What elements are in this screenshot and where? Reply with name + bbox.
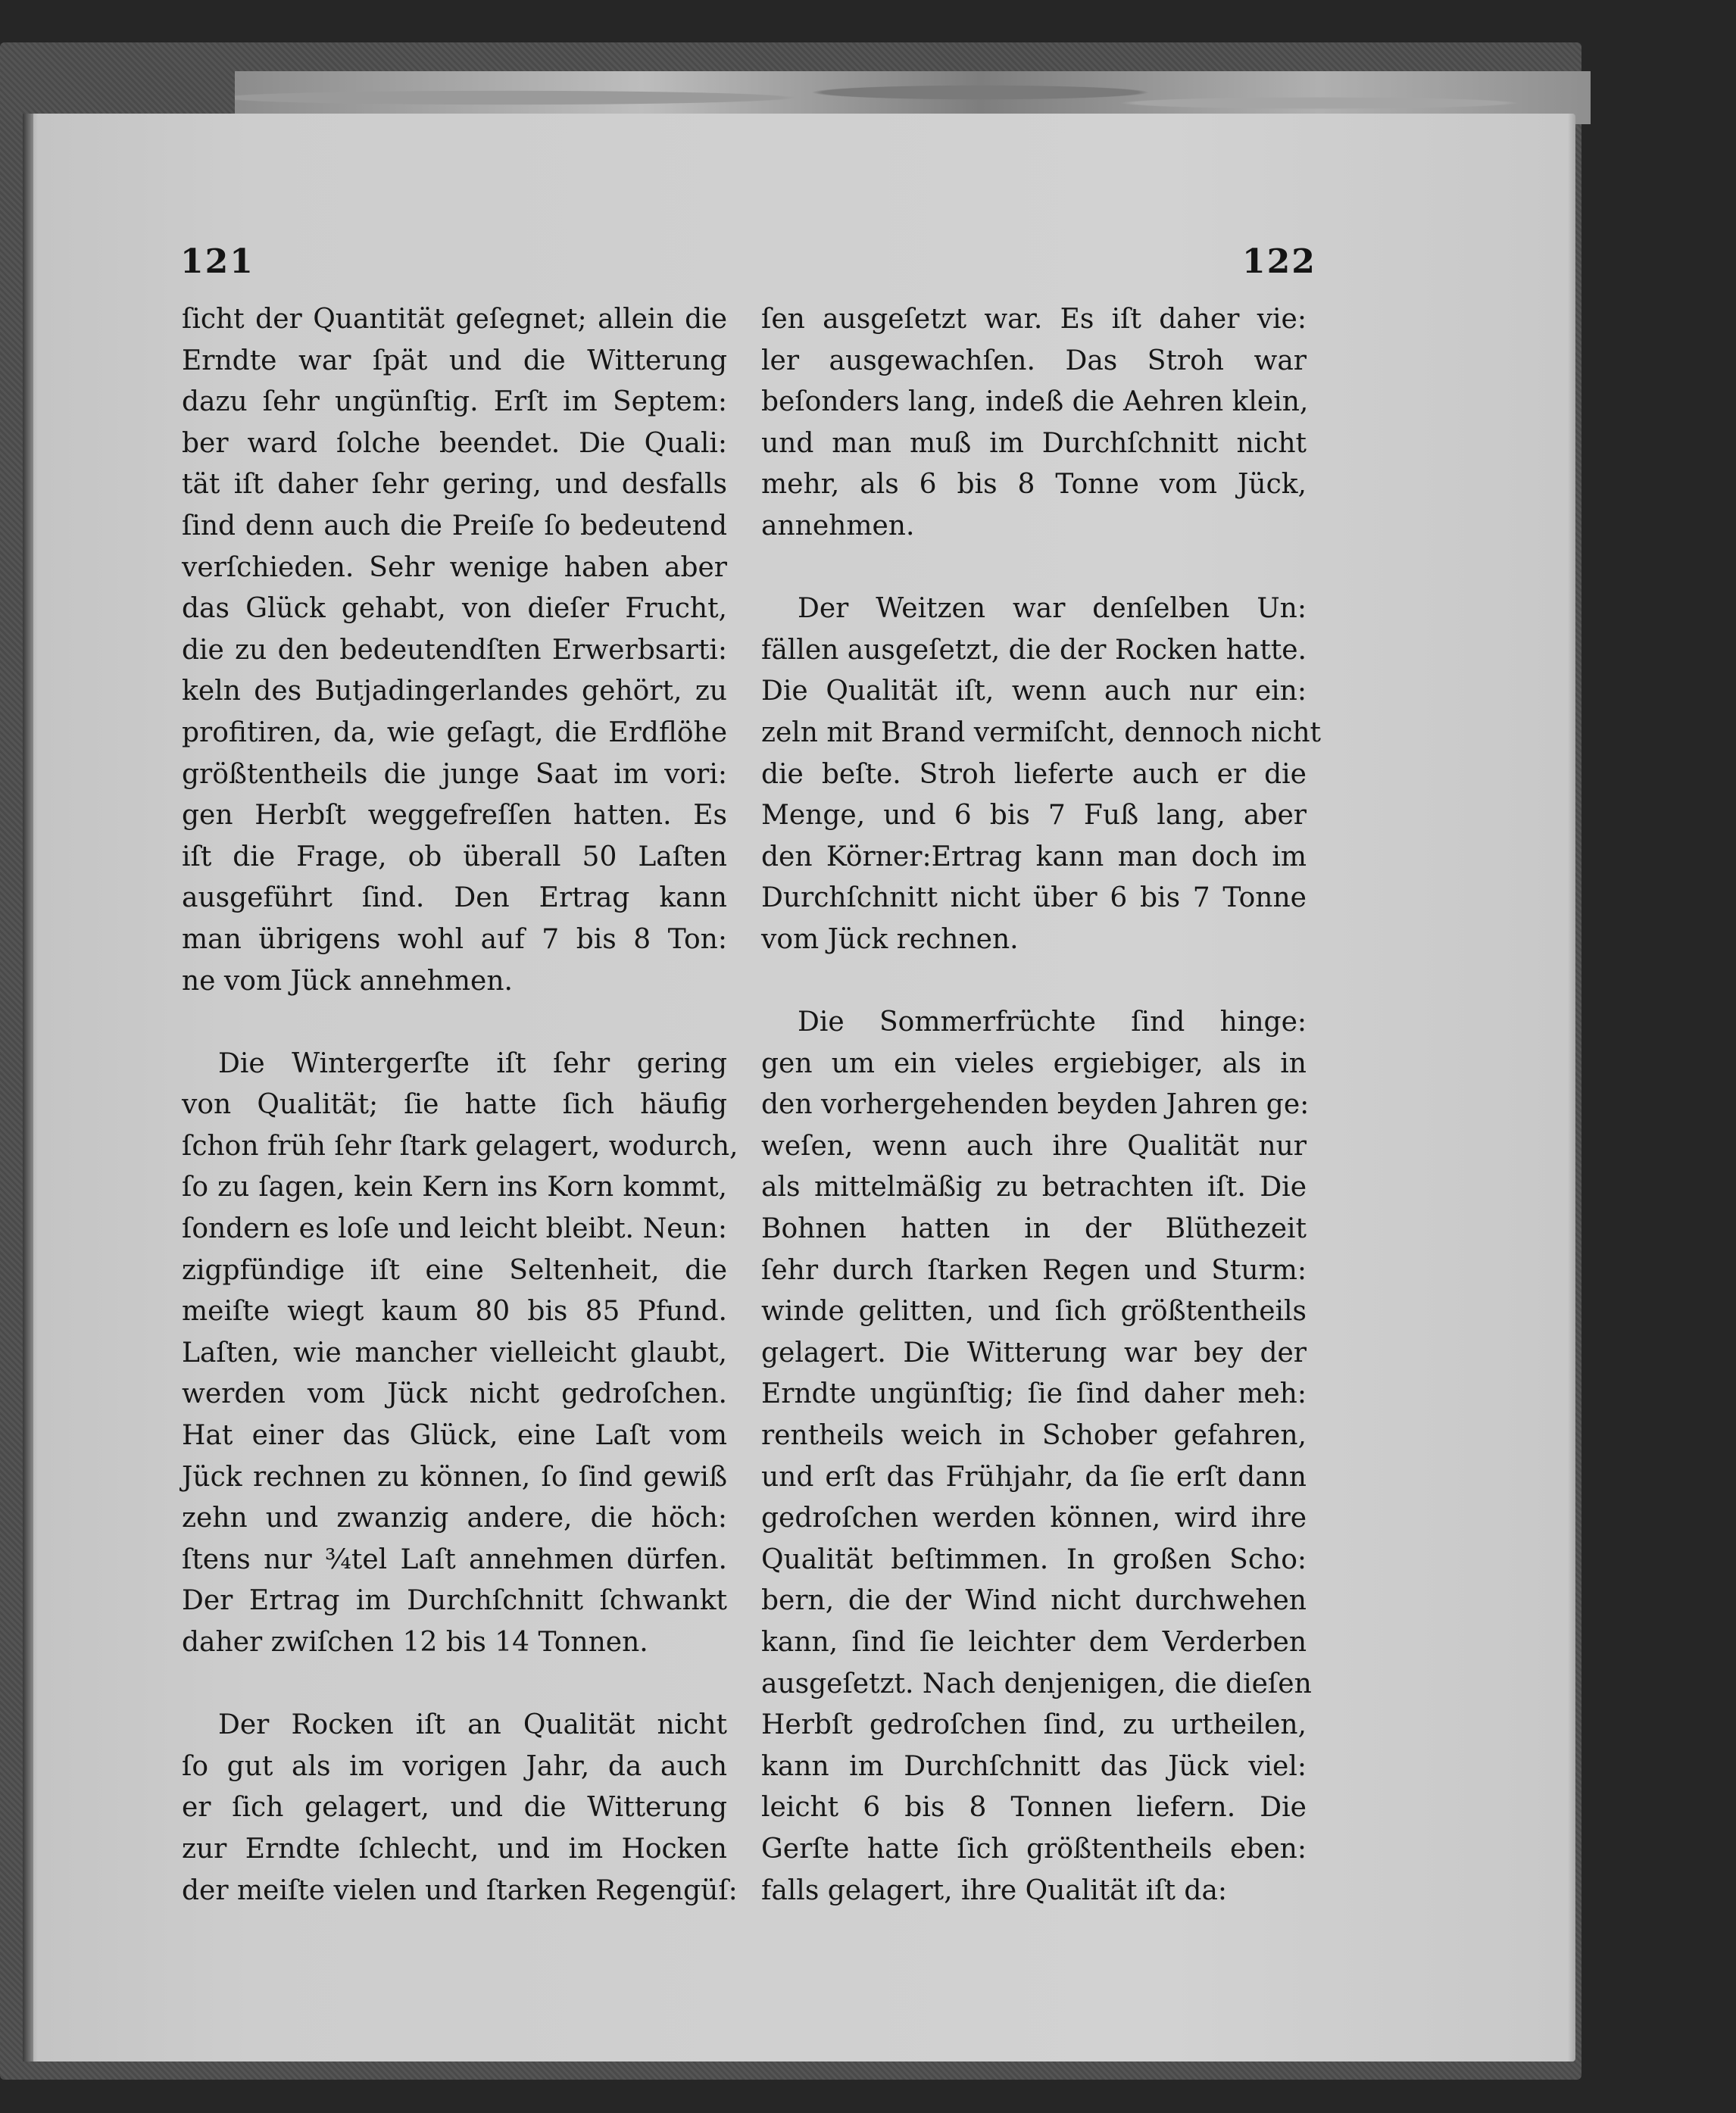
text-line: Hat einer das Glück, eine Laſt vom	[182, 1420, 727, 1452]
text-line: Menge, und 6 bis 7 Fuß lang, aber	[761, 800, 1307, 832]
paragraph-gap	[761, 961, 1307, 1003]
text-line: zeln mit Brand vermiſcht, dennoch nicht	[761, 716, 1322, 748]
text-line: ausgeführt ſind. Den Ertrag kann	[182, 882, 727, 914]
text-line: kann, ſind ſie leichter dem Verderben	[761, 1627, 1307, 1658]
text-line: werden vom Jück nicht gedroſchen.	[182, 1378, 727, 1410]
text-line: Die Sommerfrüchte ſind hinge:	[798, 1007, 1307, 1038]
text-column-right	[761, 299, 1322, 1912]
text-line: winde gelitten, und ſich größtentheils	[761, 1296, 1307, 1328]
text-line: Erndte war ſpät und die Witterung	[182, 345, 727, 376]
text-line: Gerſte hatte ſich größtentheils eben:	[761, 1833, 1307, 1865]
text-column-left	[182, 299, 738, 1912]
text-line: zigpfündige iſt eine Seltenheit, die	[182, 1254, 727, 1286]
text-line: ausgeſetzt. Nach denjenigen, die dieſen	[761, 1668, 1312, 1699]
text-line: man übrigens wohl auf 7 bis 8 Ton:	[182, 923, 727, 955]
text-line: ſchon früh ſehr ſtark gelagert, wodurch,	[182, 1130, 738, 1162]
text-line: ſo gut als im vorigen Jahr, da auch	[182, 1750, 727, 1782]
text-line: von Qualität; ſie hatte ſich häufig	[182, 1089, 727, 1121]
text-line: verſchieden. Sehr wenige haben aber	[182, 551, 727, 583]
text-line: Qualität beſtimmen. In großen Scho:	[761, 1543, 1307, 1575]
text-line: ſicht der Quantität geſegnet; allein die	[182, 304, 727, 335]
text-line: Die Qualität iſt, wenn auch nur ein:	[761, 676, 1307, 707]
paragraph	[182, 299, 727, 1002]
text-line: gen um ein vieles ergiebiger, als in	[761, 1047, 1307, 1079]
paragraph	[182, 1044, 738, 1664]
text-line: meiſte wiegt kaum 80 bis 85 Pfund.	[182, 1296, 727, 1328]
text-line: Erndte ungünſtig; ſie ſind daher meh:	[761, 1378, 1307, 1410]
text-line: mehr, als 6 bis 8 Tonne vom Jück,	[761, 469, 1307, 501]
text-line: gelagert. Die Witterung war bey der	[761, 1337, 1307, 1369]
text-line: keln des Butjadingerlandes gehört, zu	[182, 676, 727, 707]
text-line: gedroſchen werden können, wird ihre	[761, 1503, 1307, 1534]
text-line: iſt die Frage, ob überall 50 Laſten	[182, 841, 727, 872]
text-line: der meiſte vielen und ſtarken Regengüſ:	[182, 1874, 738, 1906]
text-line: die beſte. Stroh lieferte auch er die	[761, 758, 1307, 790]
paragraph	[182, 1705, 738, 1912]
paragraph-gap	[182, 1664, 727, 1706]
text-line: Der Rocken iſt an Qualität nicht	[218, 1709, 727, 1741]
text-line: er ſich gelagert, und die Witterung	[182, 1792, 727, 1824]
book-gutter	[23, 114, 33, 2062]
paragraph-gap	[761, 548, 1307, 589]
text-line: ſondern es loſe und leicht bleibt. Neun:	[182, 1213, 727, 1245]
text-line: kann im Durchſchnitt das Jück viel:	[761, 1750, 1307, 1782]
text-line: falls gelagert, ihre Qualität iſt da:	[761, 1874, 1228, 1906]
text-line: als mittelmäßig zu betrachten iſt. Die	[761, 1172, 1307, 1203]
text-line: bern, die der Wind nicht durchwehen	[761, 1585, 1307, 1617]
text-line: größtentheils die junge Saat im vori:	[182, 758, 727, 790]
text-line: Jück rechnen zu können, ſo ſind gewiß	[182, 1461, 727, 1493]
text-line: leicht 6 bis 8 Tonnen liefern. Die	[761, 1792, 1307, 1824]
text-line: weſen, wenn auch ihre Qualität nur	[761, 1130, 1307, 1162]
text-line: tät iſt daher ſehr gering, und desfalls	[182, 469, 727, 501]
text-line: ne vom Jück annehmen.	[182, 965, 513, 997]
text-line: ſen ausgeſetzt war. Es iſt daher vie:	[761, 304, 1307, 335]
text-line: Durchſchnitt nicht über 6 bis 7 Tonne	[761, 882, 1307, 914]
text-line: ber ward ſolche beendet. Die Quali:	[182, 427, 727, 459]
text-line: die zu den bedeutendſten Erwerbsarti:	[182, 634, 727, 666]
paragraph	[761, 299, 1307, 548]
text-line: gen Herbſt weggefreſſen hatten. Es	[182, 800, 727, 832]
text-line: ſind denn auch die Preiſe ſo bedeutend	[182, 510, 727, 542]
text-line: fällen ausgeſetzt, die der Rocken hatte.	[761, 634, 1307, 666]
text-line: ſo zu ſagen, kein Kern ins Korn kommt,	[182, 1172, 727, 1203]
text-line: annehmen.	[761, 510, 915, 542]
text-line: ſehr durch ſtarken Regen und Sturm:	[761, 1254, 1307, 1286]
text-line: ler ausgewachſen. Das Stroh war	[761, 345, 1307, 376]
text-line: Die Wintergerſte iſt ſehr gering	[218, 1047, 727, 1079]
paragraph	[761, 588, 1322, 960]
text-line: und erſt das Frühjahr, da ſie erſt dann	[761, 1461, 1307, 1493]
text-line: den Körner:Ertrag kann man doch im	[761, 841, 1307, 872]
text-line: das Glück gehabt, von dieſer Frucht,	[182, 593, 727, 625]
text-line: rentheils weich in Schober gefahren,	[761, 1420, 1307, 1452]
paragraph	[761, 1002, 1312, 1912]
text-line: beſonders lang, indeß die Aehren klein,	[761, 386, 1309, 418]
text-line: zur Erndte ſchlecht, und im Hocken	[182, 1833, 727, 1865]
text-line: den vorhergehenden beyden Jahren ge:	[761, 1089, 1310, 1121]
text-line: Laſten, wie mancher vielleicht glaubt,	[182, 1337, 727, 1369]
text-line: Bohnen hatten in der Blüthezeit	[761, 1213, 1307, 1245]
text-line: Der Ertrag im Durchſchnitt ſchwankt	[182, 1585, 727, 1617]
page-number-right: 122	[1242, 242, 1316, 281]
text-line: vom Jück rechnen.	[761, 923, 1019, 955]
text-line: profitiren, da, wie geſagt, die Erdflöhe	[182, 716, 727, 748]
text-line: Herbſt gedroſchen ſind, zu urtheilen,	[761, 1709, 1307, 1741]
text-line: dazu ſehr ungünſtig. Erſt im Septem:	[182, 386, 727, 418]
text-line: ſtens nur ¾tel Laſt annehmen dürfen.	[182, 1543, 727, 1575]
page-number-left: 121	[180, 242, 254, 281]
paragraph-gap	[182, 1002, 727, 1044]
text-line: Der Weitzen war denſelben Un:	[798, 593, 1307, 625]
text-line: daher zwiſchen 12 bis 14 Tonnen.	[182, 1627, 648, 1658]
text-line: und man muß im Durchſchnitt nicht	[761, 427, 1307, 459]
text-line: zehn und zwanzig andere, die höch:	[182, 1503, 727, 1534]
